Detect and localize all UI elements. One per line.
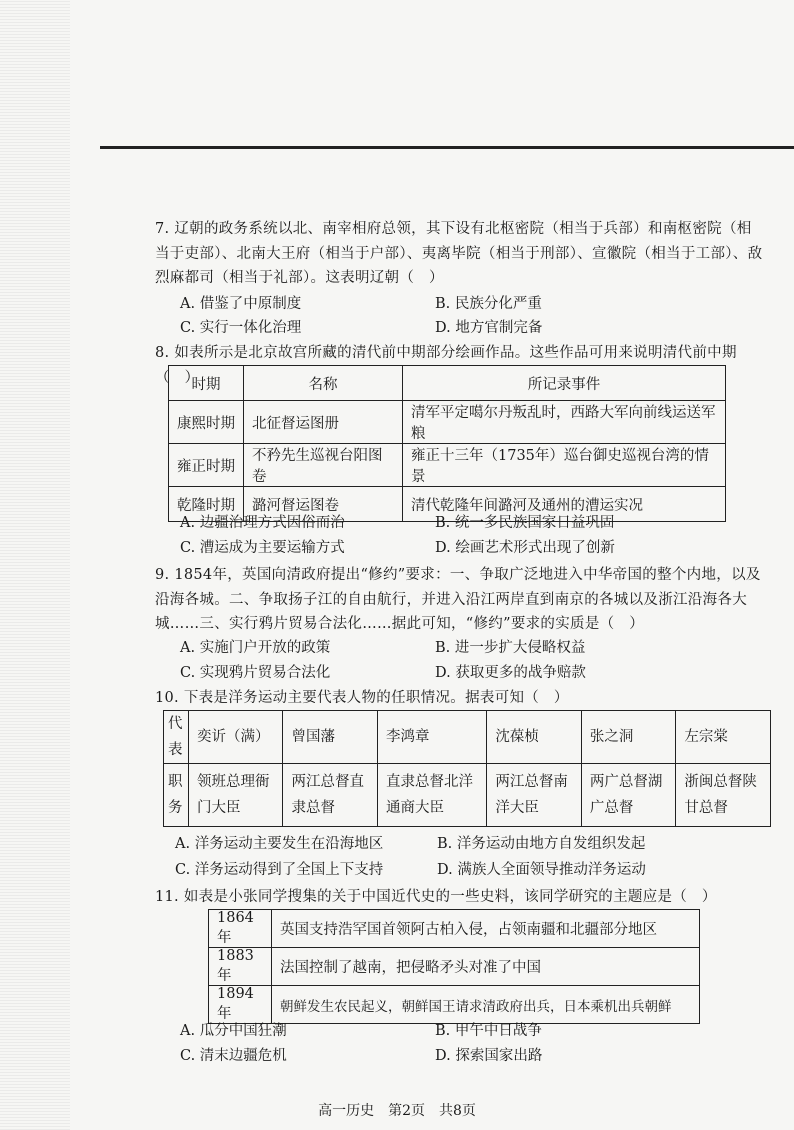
question-10-table	[163, 710, 771, 827]
table-cell: 法国控制了越南，把侵略矛头对准了中国	[272, 948, 700, 986]
q10-option-d[interactable]: D. 满族人全面领导推动洋务运动	[437, 862, 646, 878]
question-9-stem: 9. 1854年，英国向清政府提出“修约”要求：一、争取广泛地进入中华帝国的整个内地，以及沿海各城。二、争取扬子江的自由航行，并进入沿江两岸直到南京的各城以及浙江沿海各大城……三、实行鸦片贸易合法化……据此可知，“修约”要求的实质是（ ）	[155, 567, 761, 632]
q8-option-a[interactable]: A. 边疆治理方式因俗而治	[180, 515, 345, 531]
q8-option-c[interactable]: C. 漕运成为主要运输方式	[180, 540, 345, 556]
q10-option-c[interactable]: C. 洋务运动得到了全国上下支持	[175, 862, 384, 878]
table-cell: 直隶总督北洋通商大臣	[377, 764, 486, 827]
question-11-stem: 11. 如表是小张同学搜集的关于中国近代史的一些史料，该同学研究的主题应是（ ）	[155, 889, 717, 905]
table-cell: 代表	[164, 711, 189, 764]
table-cell: 北征督运图册	[244, 401, 403, 444]
q7-option-a[interactable]: A. 借鉴了中原制度	[180, 296, 302, 312]
table-cell: 乾隆时期	[169, 487, 244, 522]
q7-option-b[interactable]: B. 民族分化严重	[435, 296, 542, 312]
table-header: 时期	[169, 366, 244, 401]
q9-option-a[interactable]: A. 实施门户开放的政策	[180, 640, 331, 656]
q11-option-a[interactable]: A. 瓜分中国狂潮	[180, 1023, 287, 1039]
q8-option-b[interactable]: B. 统一多民族国家日益巩固	[435, 515, 615, 531]
q8-option-d[interactable]: D. 绘画艺术形式出现了创新	[435, 540, 615, 556]
table-cell: 两江总督南洋大臣	[487, 764, 582, 827]
q10-option-b[interactable]: B. 洋务运动由地方自发组织发起	[437, 836, 646, 852]
scan-noise	[0, 0, 70, 1130]
q11-option-d[interactable]: D. 探索国家出路	[435, 1048, 543, 1064]
q7-option-c[interactable]: C. 实行一体化治理	[180, 320, 302, 336]
table-cell: 李鸿章	[377, 711, 486, 764]
q11-option-c[interactable]: C. 清末边疆危机	[180, 1048, 287, 1064]
question-10-stem: 10. 下表是洋务运动主要代表人物的任职情况。据表可知（ ）	[155, 690, 569, 706]
table-cell: 雍正时期	[169, 444, 244, 487]
table-cell: 不矜先生巡视台阳图卷	[244, 444, 403, 487]
table-row	[169, 401, 726, 444]
table-cell: 沈葆桢	[487, 711, 582, 764]
table-row	[164, 711, 771, 764]
table-cell: 两江总督直隶总督	[283, 764, 378, 827]
table-cell: 1864年	[209, 910, 272, 948]
table-row	[164, 764, 771, 827]
header-rule	[100, 146, 794, 149]
table-cell: 雍正十三年（1735年）巡台御史巡视台湾的情景	[403, 444, 726, 487]
table-cell: 浙闽总督陕甘总督	[676, 764, 771, 827]
table-cell: 1883年	[209, 948, 272, 986]
question-8-table	[168, 365, 726, 522]
table-cell: 职务	[164, 764, 189, 827]
table-cell: 两广总督湖广总督	[581, 764, 676, 827]
table-cell: 奕䜣（满）	[188, 711, 283, 764]
page-footer: 高一历史 第2页 共8页	[318, 1103, 476, 1119]
table-cell: 潞河督运图卷	[244, 487, 403, 522]
table-cell: 康熙时期	[169, 401, 244, 444]
table-cell: 清代乾隆年间潞河及通州的漕运实况	[403, 487, 726, 522]
table-header: 所记录事件	[403, 366, 726, 401]
table-cell: 领班总理衙门大臣	[188, 764, 283, 827]
question-11-table	[208, 909, 700, 1024]
table-cell: 左宗棠	[676, 711, 771, 764]
table-cell: 曾国藩	[283, 711, 378, 764]
q9-option-b[interactable]: B. 进一步扩大侵略权益	[435, 640, 586, 656]
table-cell: 张之洞	[581, 711, 676, 764]
table-row	[209, 948, 700, 986]
question-8-stem: 8. 如表所示是北京故宫所藏的清代前中期部分绘画作品。这些作品可用来说明清代前中期（ ）	[155, 345, 737, 386]
question-7-stem: 7. 辽朝的政务系统以北、南宰相府总领，其下设有北枢密院（相当于兵部）和南枢密院（相当于吏部）、北南大王府（相当于户部）、夷离毕院（相当于刑部）、宣徽院（相当于工部）、敌烈麻都司（相当于礼部）。这表明辽朝（ ）	[155, 221, 763, 286]
table-cell: 英国支持浩罕国首领阿古柏入侵，占领南疆和北疆部分地区	[272, 910, 700, 948]
table-row	[169, 444, 726, 487]
table-row	[209, 986, 700, 1024]
table-header: 名称	[244, 366, 403, 401]
q9-option-c[interactable]: C. 实现鸦片贸易合法化	[180, 665, 331, 681]
q7-option-d[interactable]: D. 地方官制完备	[435, 320, 543, 336]
q11-option-b[interactable]: B. 甲午中日战争	[435, 1023, 542, 1039]
table-cell: 清军平定噶尔丹叛乱时，西路大军向前线运送军粮	[403, 401, 726, 444]
q10-option-a[interactable]: A. 洋务运动主要发生在沿海地区	[175, 836, 384, 852]
table-row	[209, 910, 700, 948]
q9-option-d[interactable]: D. 获取更多的战争赔款	[435, 665, 586, 681]
table-cell: 朝鲜发生农民起义，朝鲜国王请求清政府出兵，日本乘机出兵朝鲜	[272, 986, 700, 1024]
table-cell: 1894年	[209, 986, 272, 1024]
